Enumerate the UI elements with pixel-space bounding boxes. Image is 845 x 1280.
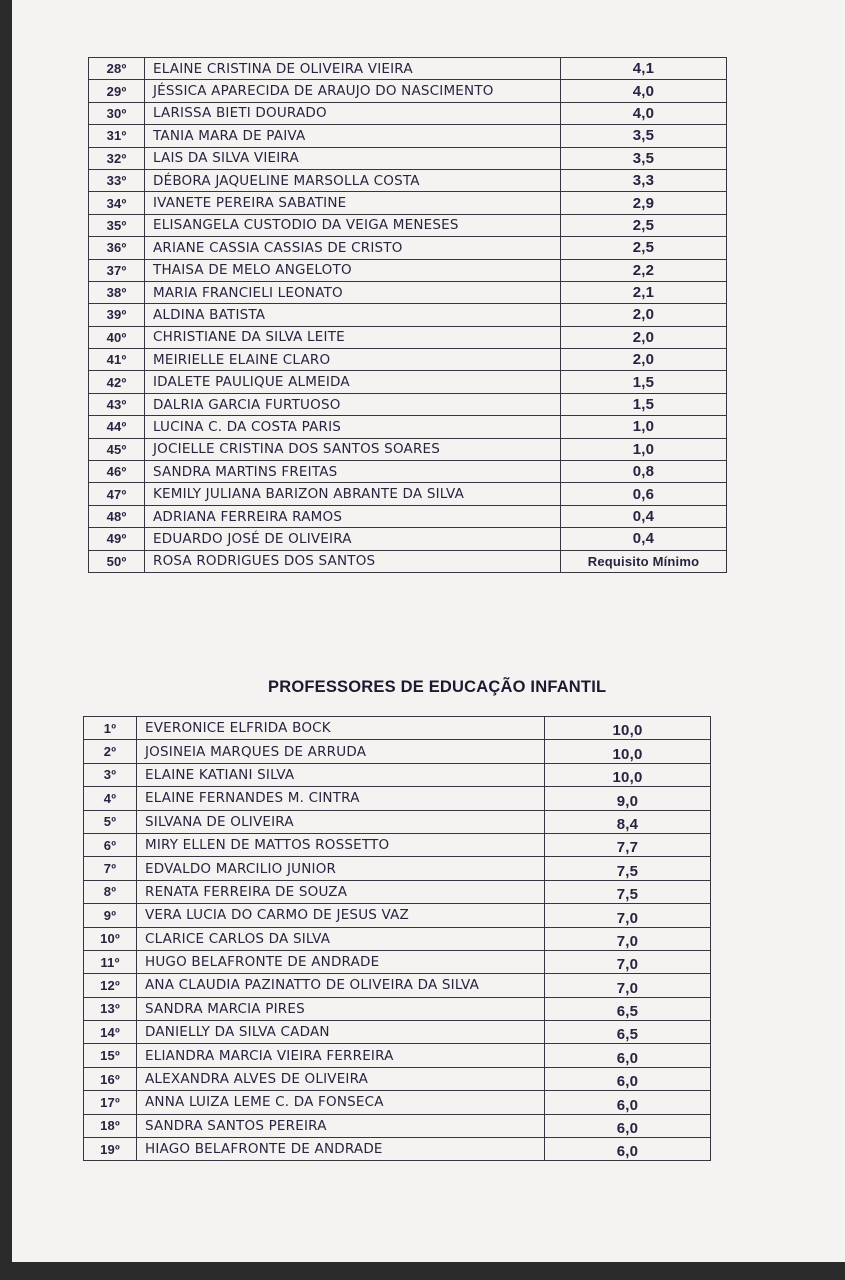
score-cell: 3,5: [561, 147, 727, 169]
name-cell: SANDRA MARCIA PIRES: [137, 997, 545, 1020]
name-cell: HUGO BELAFRONTE DE ANDRADE: [137, 950, 545, 973]
name-cell: ROSA RODRIGUES DOS SANTOS: [145, 550, 561, 572]
rank-cell: 5º: [84, 810, 137, 833]
score-cell: 2,2: [561, 259, 727, 281]
table-row: [89, 169, 727, 191]
rank-cell: 44º: [89, 416, 145, 438]
rank-cell: 36º: [89, 237, 145, 259]
ranking-table-educacao-infantil: [83, 716, 711, 1161]
ranking-table-continued: [88, 57, 727, 573]
rank-cell: 45º: [89, 438, 145, 460]
rank-cell: 39º: [89, 304, 145, 326]
table-row: [89, 214, 727, 236]
rank-cell: 40º: [89, 326, 145, 348]
name-cell: ELISANGELA CUSTODIO DA VEIGA MENESES: [145, 214, 561, 236]
rank-cell: 29º: [89, 80, 145, 102]
section-title: PROFESSORES DE EDUCAÇÃO INFANTIL: [268, 678, 607, 696]
name-cell: JOCIELLE CRISTINA DOS SANTOS SOARES: [145, 438, 561, 460]
score-cell: 0,6: [561, 483, 727, 505]
rank-cell: 11º: [84, 950, 137, 973]
table-row: [84, 857, 711, 880]
score-cell: 2,1: [561, 281, 727, 303]
table-row: [84, 763, 711, 786]
score-cell: 7,0: [545, 927, 711, 950]
table-row: [84, 997, 711, 1020]
rank-cell: 41º: [89, 349, 145, 371]
rank-cell: 47º: [89, 483, 145, 505]
name-cell: ELAINE FERNANDES M. CINTRA: [137, 787, 545, 810]
table-row: [89, 550, 727, 572]
score-cell: 7,5: [545, 880, 711, 903]
score-cell: 10,0: [545, 740, 711, 763]
rank-cell: 16º: [84, 1067, 137, 1090]
table-row: [89, 259, 727, 281]
score-cell: 1,5: [561, 371, 727, 393]
table-row: [84, 740, 711, 763]
table-row: [89, 125, 727, 147]
score-cell: 4,0: [561, 102, 727, 124]
name-cell: JÉSSICA APARECIDA DE ARAUJO DO NASCIMENTO: [145, 80, 561, 102]
ranking-table-body: [89, 58, 727, 573]
table-row: [84, 1021, 711, 1044]
table-row: [89, 438, 727, 460]
name-cell: RENATA FERREIRA DE SOUZA: [137, 880, 545, 903]
score-cell: 4,1: [561, 58, 727, 80]
score-cell: 6,0: [545, 1091, 711, 1114]
name-cell: IVANETE PEREIRA SABATINE: [145, 192, 561, 214]
name-cell: DANIELLY DA SILVA CADAN: [137, 1021, 545, 1044]
name-cell: LAIS DA SILVA VIEIRA: [145, 147, 561, 169]
table-row: [89, 416, 727, 438]
score-cell: 6,5: [545, 1021, 711, 1044]
score-cell: 6,0: [545, 1114, 711, 1137]
table-row: [89, 192, 727, 214]
score-cell: 7,0: [545, 904, 711, 927]
name-cell: ELIANDRA MARCIA VIEIRA FERREIRA: [137, 1044, 545, 1067]
name-cell: ELAINE KATIANI SILVA: [137, 763, 545, 786]
rank-cell: 10º: [84, 927, 137, 950]
rank-cell: 30º: [89, 102, 145, 124]
score-cell: Requisito Mínimo: [561, 550, 727, 572]
score-cell: 2,0: [561, 326, 727, 348]
rank-cell: 33º: [89, 169, 145, 191]
table-row: [89, 326, 727, 348]
name-cell: LARISSA BIETI DOURADO: [145, 102, 561, 124]
name-cell: MARIA FRANCIELI LEONATO: [145, 281, 561, 303]
score-cell: 2,0: [561, 304, 727, 326]
name-cell: EDUARDO JOSÉ DE OLIVEIRA: [145, 528, 561, 550]
rank-cell: 28º: [89, 58, 145, 80]
score-cell: 2,9: [561, 192, 727, 214]
name-cell: ANNA LUIZA LEME C. DA FONSECA: [137, 1091, 545, 1114]
name-cell: LUCINA C. DA COSTA PARIS: [145, 416, 561, 438]
table-row: [84, 1067, 711, 1090]
score-cell: 7,0: [545, 974, 711, 997]
name-cell: CLARICE CARLOS DA SILVA: [137, 927, 545, 950]
rank-cell: 14º: [84, 1021, 137, 1044]
document-page: [12, 0, 845, 1262]
table-row: [84, 1114, 711, 1137]
score-cell: 0,4: [561, 505, 727, 527]
rank-cell: 37º: [89, 259, 145, 281]
rank-cell: 48º: [89, 505, 145, 527]
table-row: [89, 349, 727, 371]
table-row: [89, 371, 727, 393]
rank-cell: 7º: [84, 857, 137, 880]
name-cell: KEMILY JULIANA BARIZON ABRANTE DA SILVA: [145, 483, 561, 505]
score-cell: 0,4: [561, 528, 727, 550]
rank-cell: 34º: [89, 192, 145, 214]
table-row: [84, 1138, 711, 1161]
name-cell: DÉBORA JAQUELINE MARSOLLA COSTA: [145, 169, 561, 191]
score-cell: 1,5: [561, 393, 727, 415]
table-row: [89, 281, 727, 303]
rank-cell: 19º: [84, 1138, 137, 1161]
rank-cell: 31º: [89, 125, 145, 147]
rank-cell: 1º: [84, 717, 137, 740]
name-cell: ELAINE CRISTINA DE OLIVEIRA VIEIRA: [145, 58, 561, 80]
table-row: [89, 237, 727, 259]
rank-cell: 46º: [89, 461, 145, 483]
name-cell: ARIANE CASSIA CASSIAS DE CRISTO: [145, 237, 561, 259]
rank-cell: 15º: [84, 1044, 137, 1067]
name-cell: TANIA MARA DE PAIVA: [145, 125, 561, 147]
ranking-table-body: [84, 717, 711, 1161]
rank-cell: 17º: [84, 1091, 137, 1114]
name-cell: HIAGO BELAFRONTE DE ANDRADE: [137, 1138, 545, 1161]
table-row: [84, 833, 711, 856]
score-cell: 1,0: [561, 416, 727, 438]
table-row: [89, 147, 727, 169]
table-row: [89, 483, 727, 505]
table-row: [84, 950, 711, 973]
rank-cell: 8º: [84, 880, 137, 903]
name-cell: SILVANA DE OLIVEIRA: [137, 810, 545, 833]
score-cell: 6,0: [545, 1138, 711, 1161]
table-row: [89, 304, 727, 326]
score-cell: 4,0: [561, 80, 727, 102]
name-cell: ADRIANA FERREIRA RAMOS: [145, 505, 561, 527]
table-row: [89, 461, 727, 483]
rank-cell: 43º: [89, 393, 145, 415]
name-cell: JOSINEIA MARQUES DE ARRUDA: [137, 740, 545, 763]
score-cell: 10,0: [545, 717, 711, 740]
name-cell: ANA CLAUDIA PAZINATTO DE OLIVEIRA DA SILVA: [137, 974, 545, 997]
rank-cell: 38º: [89, 281, 145, 303]
table-row: [84, 927, 711, 950]
score-cell: 0,8: [561, 461, 727, 483]
score-cell: 8,4: [545, 810, 711, 833]
table-row: [84, 880, 711, 903]
rank-cell: 18º: [84, 1114, 137, 1137]
name-cell: DALRIA GARCIA FURTUOSO: [145, 393, 561, 415]
score-cell: 3,3: [561, 169, 727, 191]
score-cell: 2,0: [561, 349, 727, 371]
rank-cell: 32º: [89, 147, 145, 169]
name-cell: THAISA DE MELO ANGELOTO: [145, 259, 561, 281]
score-cell: 2,5: [561, 214, 727, 236]
score-cell: 3,5: [561, 125, 727, 147]
table-row: [84, 1091, 711, 1114]
table-row: [89, 80, 727, 102]
score-cell: 9,0: [545, 787, 711, 810]
table-row: [84, 904, 711, 927]
rank-cell: 4º: [84, 787, 137, 810]
rank-cell: 2º: [84, 740, 137, 763]
name-cell: SANDRA MARTINS FREITAS: [145, 461, 561, 483]
name-cell: EVERONICE ELFRIDA BOCK: [137, 717, 545, 740]
score-cell: 6,0: [545, 1044, 711, 1067]
rank-cell: 6º: [84, 833, 137, 856]
table-row: [84, 810, 711, 833]
name-cell: CHRISTIANE DA SILVA LEITE: [145, 326, 561, 348]
name-cell: IDALETE PAULIQUE ALMEIDA: [145, 371, 561, 393]
table-row: [84, 787, 711, 810]
score-cell: 10,0: [545, 763, 711, 786]
table-row: [89, 393, 727, 415]
table-row: [89, 528, 727, 550]
name-cell: EDVALDO MARCILIO JUNIOR: [137, 857, 545, 880]
table-row: [84, 974, 711, 997]
table-row: [89, 505, 727, 527]
score-cell: 7,5: [545, 857, 711, 880]
score-cell: 7,0: [545, 950, 711, 973]
table-row: [84, 1044, 711, 1067]
table-row: [89, 102, 727, 124]
score-cell: 7,7: [545, 833, 711, 856]
name-cell: MEIRIELLE ELAINE CLARO: [145, 349, 561, 371]
rank-cell: 3º: [84, 763, 137, 786]
name-cell: ALDINA BATISTA: [145, 304, 561, 326]
rank-cell: 49º: [89, 528, 145, 550]
rank-cell: 12º: [84, 974, 137, 997]
score-cell: 6,0: [545, 1067, 711, 1090]
name-cell: ALEXANDRA ALVES DE OLIVEIRA: [137, 1067, 545, 1090]
table-row: [84, 717, 711, 740]
rank-cell: 9º: [84, 904, 137, 927]
name-cell: SANDRA SANTOS PEREIRA: [137, 1114, 545, 1137]
score-cell: 6,5: [545, 997, 711, 1020]
table-row: [89, 58, 727, 80]
score-cell: 1,0: [561, 438, 727, 460]
score-cell: 2,5: [561, 237, 727, 259]
name-cell: VERA LUCIA DO CARMO DE JESUS VAZ: [137, 904, 545, 927]
rank-cell: 50º: [89, 550, 145, 572]
name-cell: MIRY ELLEN DE MATTOS ROSSETTO: [137, 833, 545, 856]
rank-cell: 13º: [84, 997, 137, 1020]
rank-cell: 35º: [89, 214, 145, 236]
rank-cell: 42º: [89, 371, 145, 393]
